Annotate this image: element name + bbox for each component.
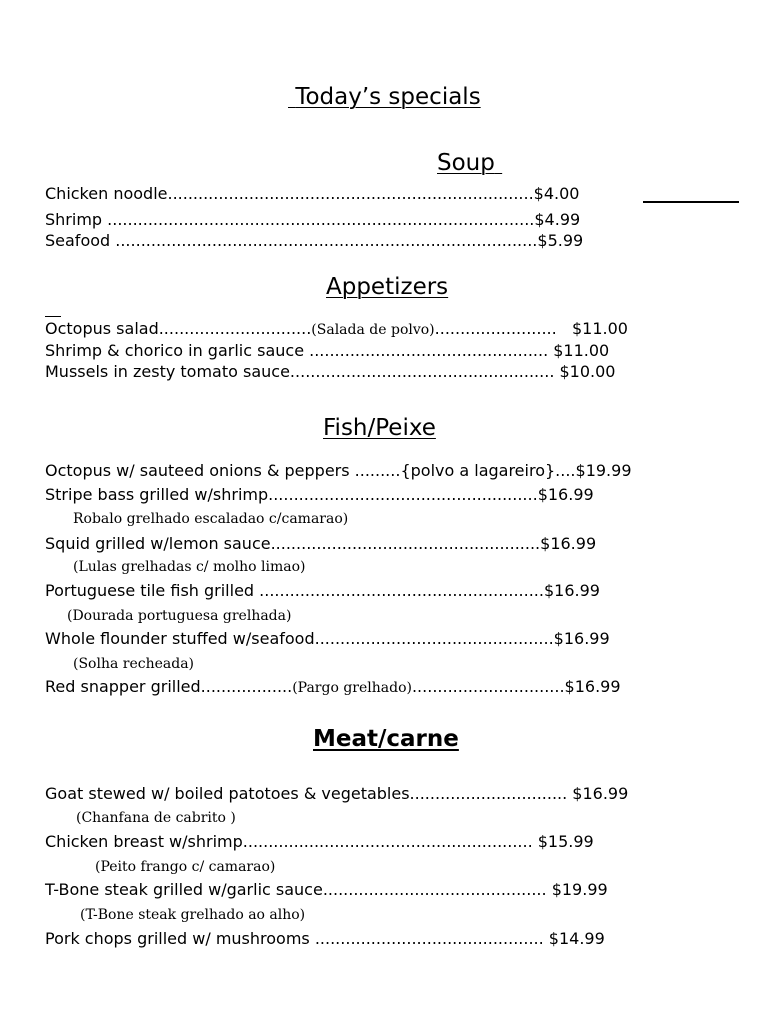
section-heading-appetizers: Appetizers <box>326 274 449 300</box>
page-title: Today’s specials <box>295 84 481 110</box>
menu-item-tbone-pt: (T-Bone steak grelhado ao alho) <box>80 907 306 923</box>
menu-item-goat-pt: (Chanfana de cabrito ) <box>76 810 236 826</box>
menu-item-pork-chops: Pork chops grilled w/ mushrooms ............................................. $14.99 <box>45 929 605 948</box>
section-heading-meat: Meat/carne <box>313 726 459 752</box>
menu-item-stripe-bass-pt: Robalo grelhado escaladao c/camarao) <box>73 511 349 527</box>
menu-item-chicken-breast: Chicken breast w/shrimp......................................................... $15.99 <box>45 832 594 851</box>
menu-item-goat: Goat stewed w/ boiled patotoes & vegetables............................... $16.99 <box>45 784 629 803</box>
menu-item-chicken-breast-pt: (Peito frango c/ camarao) <box>95 859 276 875</box>
menu-item-tile-fish: Portuguese tile fish grilled ........................................................$16.99 <box>45 581 600 600</box>
portuguese-name: (Salada de polvo) <box>311 322 435 338</box>
menu-item-flounder: Whole flounder stuffed w/seafood...............................................$16.99 <box>45 629 610 648</box>
menu-item-shrimp-chorico: Shrimp & chorico in garlic sauce ............................................... $11.00 <box>45 341 610 360</box>
menu-item-flounder-pt: (Solha recheada) <box>73 656 195 672</box>
menu-item-red-snapper: Red snapper grilled..................(Pargo grelhado)..............................$16.99 <box>45 677 621 696</box>
menu-item-squid: Squid grilled w/lemon sauce.....................................................$16.99 <box>45 534 597 553</box>
menu-item-squid-pt: (Lulas grelhadas c/ molho limao) <box>73 559 306 575</box>
menu-item-octopus-onions: Octopus w/ sauteed onions & peppers .........{polvo a lagareiro}....$19.99 <box>45 461 632 480</box>
section-heading-fish: Fish/Peixe <box>323 415 436 441</box>
section-heading-soup: Soup <box>437 150 495 176</box>
menu-item-octopus-salad: Octopus salad..............................(Salada de polvo)........................ $11.00 <box>45 319 628 338</box>
menu-item-stripe-bass: Stripe bass grilled w/shrimp.....................................................$16.99 <box>45 485 594 504</box>
menu-item-tbone: T-Bone steak grilled w/garlic sauce............................................ $19.99 <box>45 880 608 899</box>
underline-rule <box>643 201 739 203</box>
portuguese-name: (Pargo grelhado) <box>292 680 412 696</box>
menu-item-shrimp-soup: Shrimp ....................................................................................$4.99 <box>45 210 581 229</box>
menu-item-mussels: Mussels in zesty tomato sauce.................................................... $10.00 <box>45 362 616 381</box>
menu-item-tile-fish-pt: (Dourada portuguesa grelhada) <box>67 608 292 624</box>
short-rule <box>45 316 61 317</box>
menu-item-seafood-soup: Seafood ...................................................................................$5.99 <box>45 231 584 250</box>
menu-item-chicken-noodle: Chicken noodle........................................................................$4.00 <box>45 184 580 203</box>
